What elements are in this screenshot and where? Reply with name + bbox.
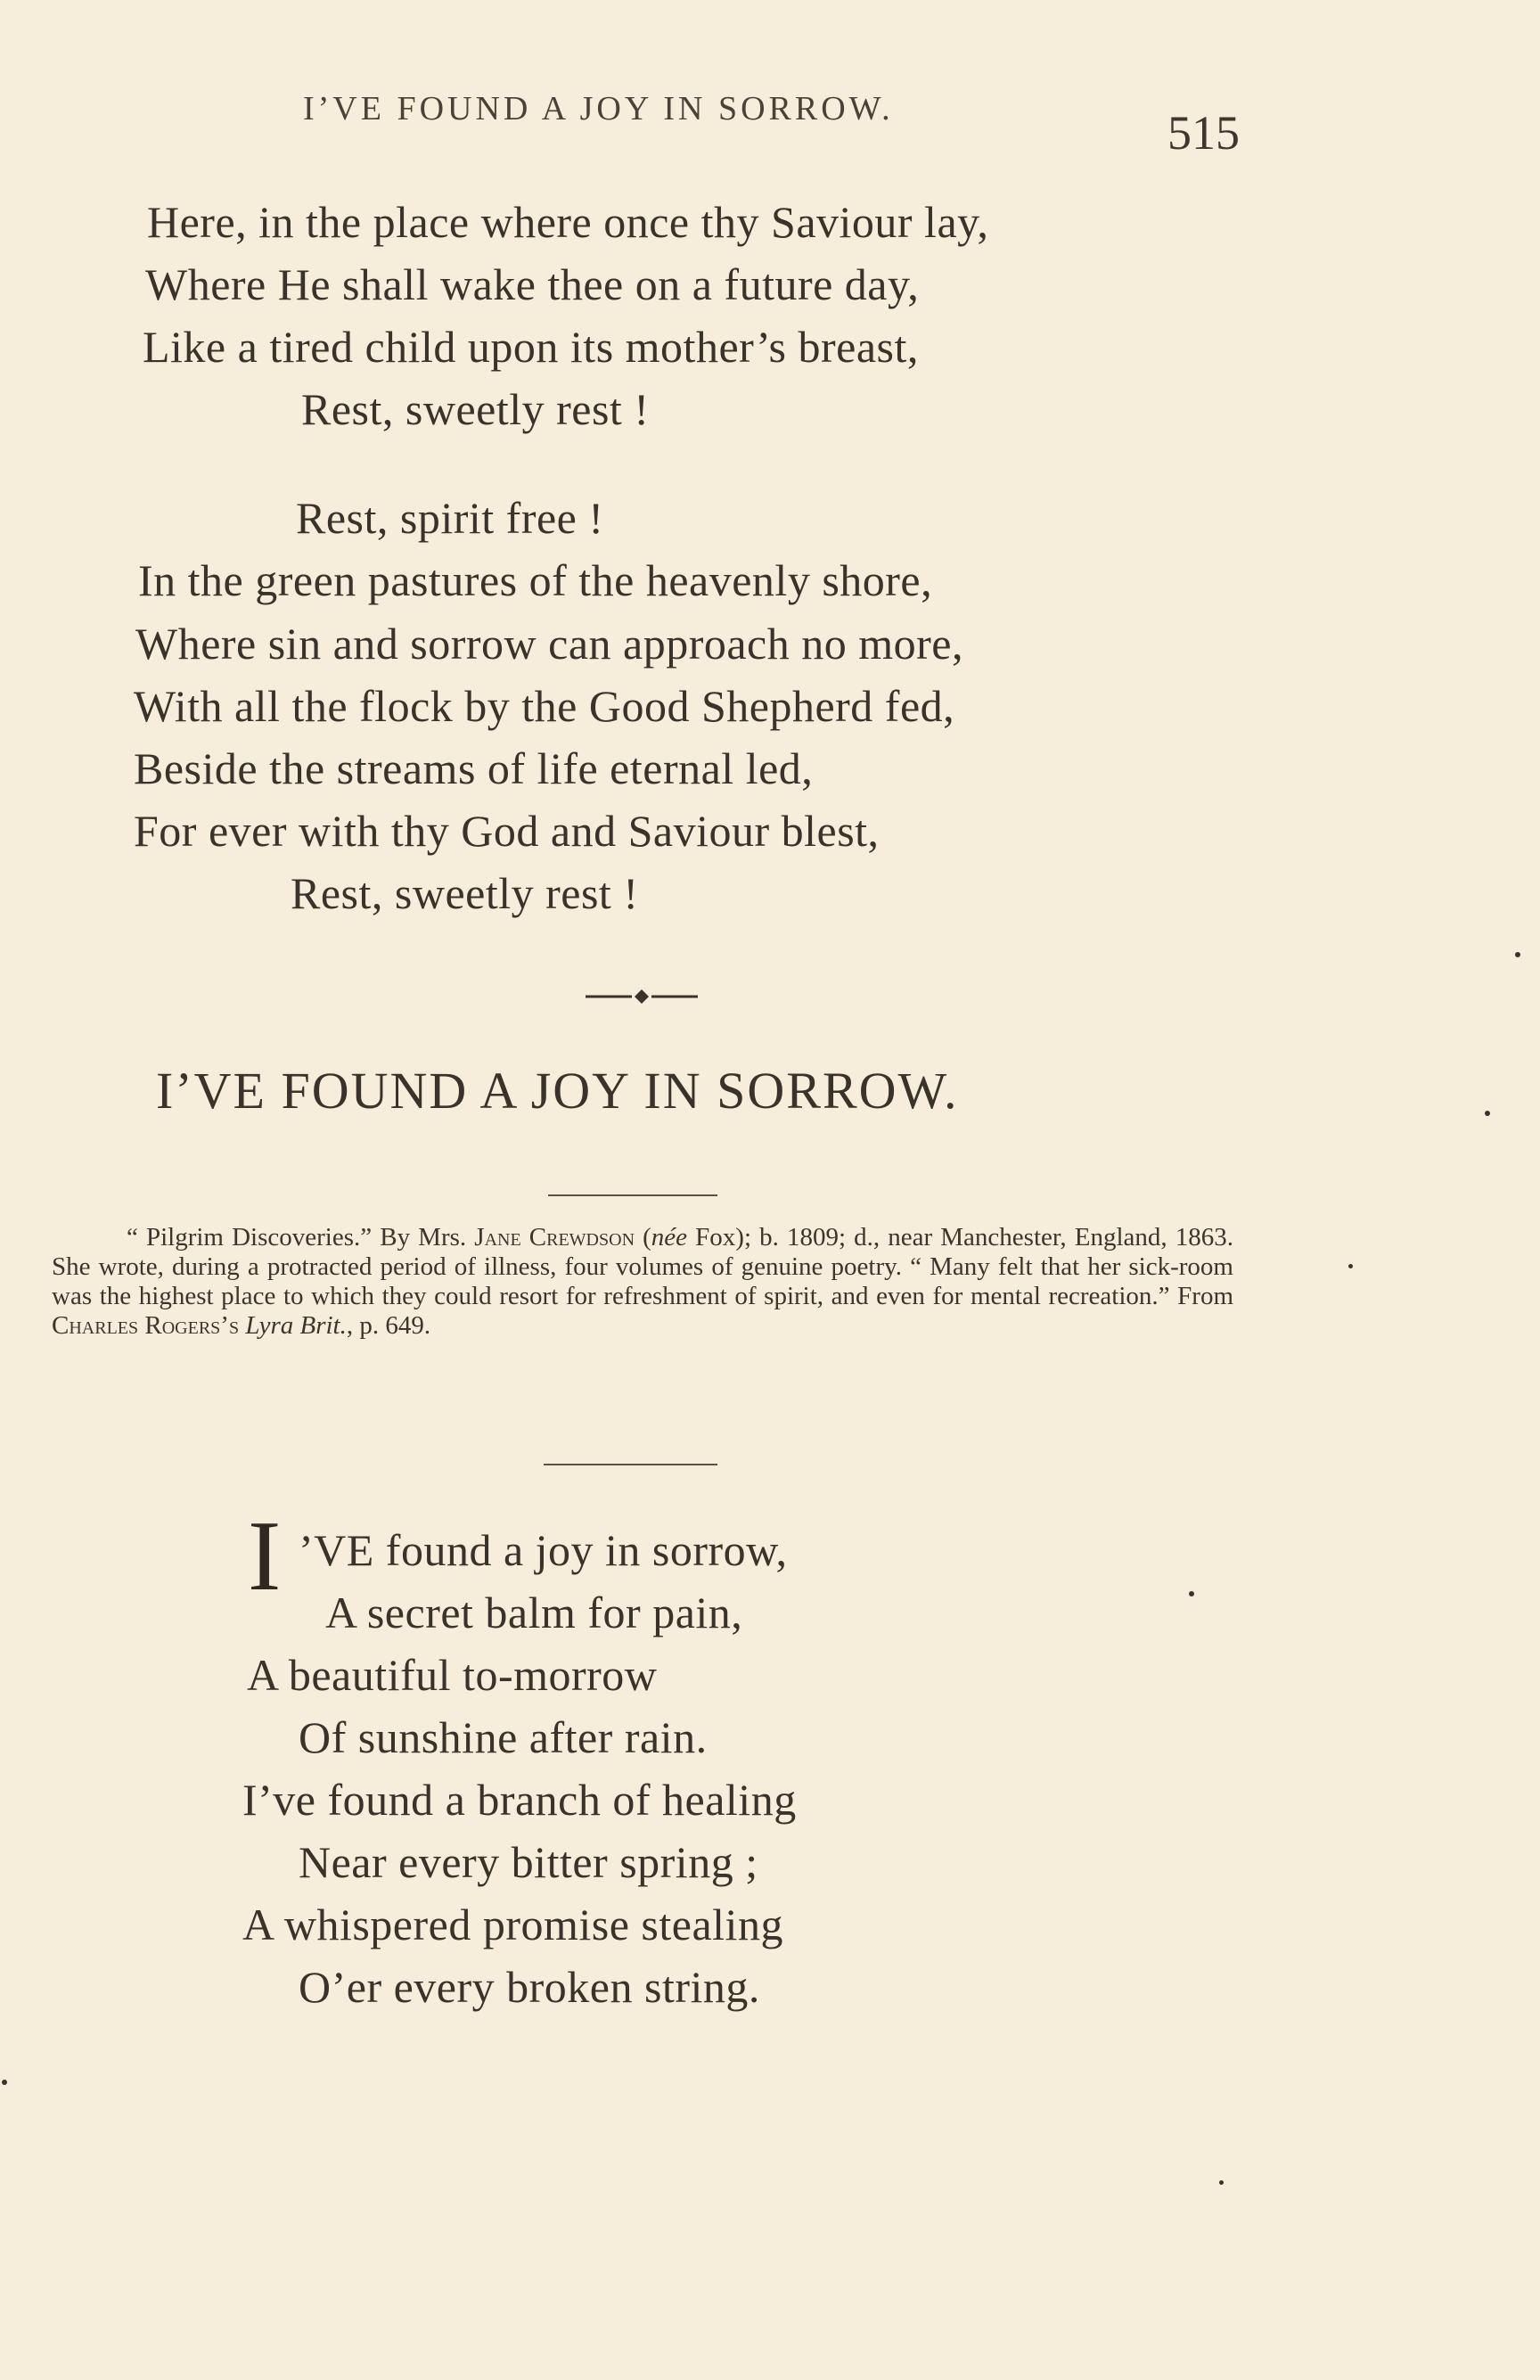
verse-line: Rest, spirit free ! (296, 493, 604, 543)
scan-speck (1485, 1111, 1490, 1116)
note-source: “ Pilgrim Discoveries.” (127, 1223, 373, 1252)
verse-line: A whispered promise stealing (242, 1900, 783, 1949)
verse-line: Beside the streams of life eternal led, (134, 743, 814, 793)
verse-line: With all the flock by the Good Shepherd fed, (134, 681, 955, 731)
verse-line: Rest, sweetly rest ! (301, 384, 650, 434)
verse-line: Where sin and sorrow can approach no more, (135, 619, 963, 669)
verse-line: Of sunshine after rain. (299, 1712, 708, 1762)
note-book: Lyra Brit. (245, 1311, 347, 1340)
verse-line: Here, in the place where once thy Saviour lay, (147, 197, 989, 247)
section-ornament (584, 985, 700, 1008)
verse-line: Rest, sweetly rest ! (291, 868, 639, 918)
scan-speck (2, 2080, 7, 2085)
hymn-title: I’VE FOUND A JOY IN SORROW. (156, 1062, 959, 1120)
verse-line: O’er every broken string. (299, 1962, 760, 2012)
drop-cap: I (248, 1501, 282, 1612)
page-number: 515 (1167, 106, 1240, 160)
verse-line: Like a tired child upon its mother’s breast, (143, 322, 919, 372)
title-rule (548, 1194, 717, 1196)
scan-speck (1189, 1591, 1194, 1596)
verse-line: For ever with thy God and Saviour blest, (134, 806, 880, 856)
note-text: ); b. 1809; d., near Manchester, England, 1863. She wrote, during a protracted period of illness, four volumes of genuine poetry. “ Many felt that her sick-room was the highest place to which they could resort for refreshment of spirit, and even for mental recreation.” (52, 1223, 1233, 1310)
verse-line: A secret balm for pain, (325, 1588, 743, 1637)
verse-line: In the green pastures of the heavenly shore, (138, 555, 933, 605)
running-head: I’VE FOUND A JOY IN SORROW. (303, 90, 894, 127)
note-paren: ( (643, 1223, 651, 1252)
note-nee-name: Fox (695, 1223, 736, 1252)
note-rule (544, 1464, 717, 1465)
scan-speck (1219, 2180, 1224, 2185)
verse-line: Near every bitter spring ; (299, 1837, 758, 1887)
verse-line: A beautiful to-morrow (247, 1650, 658, 1700)
scan-speck (1348, 1264, 1353, 1268)
note-page-ref: , p. 649. (346, 1311, 431, 1340)
note-editor: Charles Rogers’s (52, 1311, 240, 1340)
author-note (52, 1223, 1233, 1341)
verse-line: Where He shall wake thee on a future day, (145, 259, 920, 309)
verse-line: I’ve found a branch of healing (242, 1775, 797, 1825)
note-by: By Mrs. (380, 1223, 467, 1252)
verse-line: ’VE found a joy in sorrow, (299, 1525, 788, 1575)
scan-speck (1515, 952, 1520, 957)
note-author: Jane Crewdson (474, 1223, 635, 1252)
note-nee: née (651, 1223, 688, 1252)
note-from: From (1177, 1282, 1233, 1310)
